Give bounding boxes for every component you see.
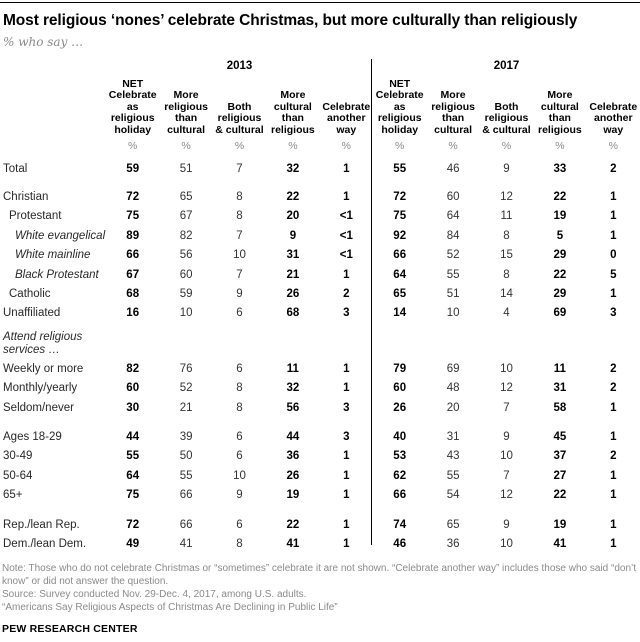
cell-value: 64 (446, 210, 460, 223)
cell-value: 1 (610, 489, 617, 502)
cell-value: 66 (179, 518, 193, 531)
cell-value: 65 (179, 191, 193, 204)
table-row (0, 466, 640, 485)
cell-value: 11 (553, 362, 566, 375)
column-header-line: religious (538, 123, 582, 136)
cell-value: 7 (236, 229, 243, 242)
cell-value: 58 (553, 401, 567, 414)
cell-value: 14 (500, 288, 513, 301)
cell-value: 27 (553, 469, 567, 482)
cell-value: 1 (610, 469, 617, 482)
column-header-line: than (175, 112, 198, 124)
cell-value: 21 (179, 401, 193, 414)
cell-value: 72 (126, 191, 140, 204)
percent-sign: % (555, 140, 565, 152)
cell-value: 5 (556, 229, 564, 242)
cell-value: 52 (446, 249, 460, 262)
section-label-line: services … (3, 344, 60, 357)
cell-value: 26 (393, 401, 407, 414)
unit-row (0, 137, 640, 155)
column-header (587, 102, 640, 138)
table-row (0, 265, 640, 284)
table-row (0, 379, 640, 398)
cell-value: 44 (126, 430, 140, 443)
cell-value: 89 (126, 229, 140, 242)
data-table (0, 57, 640, 554)
row-label: Total (3, 162, 28, 175)
column-header-line: More (173, 89, 199, 101)
percent-sign: % (395, 140, 405, 152)
column-header-line: cultural (167, 123, 206, 136)
cell-value: 54 (446, 489, 460, 502)
table-row (0, 515, 640, 534)
cell-value: 65 (446, 518, 460, 531)
cell-value: 75 (393, 210, 407, 223)
cell-value: 20 (286, 210, 300, 223)
cell-value: 1 (343, 450, 350, 463)
cell-value: 19 (286, 489, 300, 502)
column-header-line: religious (431, 100, 475, 113)
cell-value: 29 (553, 288, 567, 301)
column-header-line: as (393, 100, 406, 113)
cell-value: 84 (446, 229, 460, 242)
cell-value: 41 (553, 537, 567, 550)
row-label: 50-64 (3, 469, 33, 482)
cell-value: 65 (393, 288, 407, 301)
cell-value: 59 (126, 162, 140, 175)
year-label: 2017 (493, 60, 520, 72)
cell-value: 60 (446, 191, 460, 204)
cell-value: 10 (446, 307, 460, 320)
column-header (373, 79, 426, 138)
row-label: Dem./lean Dem. (3, 537, 87, 550)
column-header-line: religious (164, 100, 208, 113)
table-row (0, 246, 640, 265)
cell-value: 72 (393, 191, 407, 204)
column-header-line: More (280, 89, 306, 101)
cell-value: 8 (236, 191, 243, 204)
row-label: Black Protestant (15, 268, 99, 281)
cell-value: 64 (393, 268, 407, 281)
cell-value: 1 (343, 362, 350, 375)
cell-value: 9 (236, 288, 243, 301)
cell-value: 9 (503, 518, 510, 531)
cell-value: 2 (343, 288, 350, 301)
cell-value: 32 (286, 382, 300, 395)
cell-value: 3 (343, 430, 350, 443)
row-label: Catholic (9, 288, 51, 301)
cell-value: 6 (236, 518, 243, 531)
cell-value: 56 (286, 401, 300, 414)
cell-value: 22 (553, 191, 567, 204)
cell-value: 22 (553, 489, 567, 502)
cell-value: 9 (289, 229, 297, 242)
cell-value: 41 (286, 537, 300, 550)
cell-value: 7 (236, 162, 243, 175)
pew-research-center-logo: PEW RESEARCH CENTER (2, 622, 138, 635)
percent-sign: % (608, 140, 618, 152)
cell-value: <1 (339, 249, 353, 262)
column-header (213, 102, 266, 138)
cell-value: 8 (503, 229, 510, 242)
column-header (266, 90, 319, 137)
cell-value: 92 (393, 229, 407, 242)
cell-value: 52 (179, 382, 193, 395)
cell-value: 51 (446, 288, 460, 301)
cell-value: 1 (610, 430, 617, 443)
column-header (426, 90, 479, 137)
percent-sign: % (128, 140, 138, 152)
cell-value: 11 (286, 362, 299, 375)
cell-value: 32 (286, 162, 300, 175)
cell-value: 10 (500, 450, 513, 463)
column-header-line: religious (377, 112, 422, 124)
row-label: Christian (3, 191, 49, 204)
column-header (533, 90, 586, 137)
cell-value: 55 (446, 469, 460, 482)
cell-value: 22 (553, 268, 567, 281)
cell-value: 21 (286, 268, 300, 281)
table-row (0, 304, 640, 323)
cell-value: 7 (503, 469, 510, 482)
cell-value: 1 (343, 162, 350, 175)
column-header-line: & cultural (215, 123, 264, 136)
cell-value: 62 (393, 469, 407, 482)
cell-value: 26 (286, 288, 300, 301)
column-header-line: than (548, 112, 571, 124)
footnotes (2, 562, 637, 614)
cell-value: 67 (126, 268, 140, 281)
cell-value: 44 (286, 430, 300, 443)
cell-value: 22 (286, 191, 300, 204)
cell-value: 49 (126, 537, 140, 550)
cell-value: 64 (126, 469, 140, 482)
cell-value: 48 (446, 382, 460, 395)
column-header (320, 102, 373, 138)
table-row (0, 159, 640, 178)
column-header-line: cultural (434, 123, 473, 136)
cell-value: 10 (500, 537, 513, 550)
column-header-line: than (281, 112, 304, 124)
percent-sign: % (288, 140, 298, 152)
row-label: Monthly/yearly (3, 382, 78, 395)
row-label: Protestant (9, 210, 62, 223)
cell-value: 12 (500, 489, 513, 502)
row-label: White mainline (15, 249, 91, 262)
cell-value: 39 (179, 430, 193, 443)
percent-sign: % (234, 140, 245, 152)
cell-value: 82 (179, 229, 193, 242)
section-label-line: Attend religious (3, 331, 83, 344)
cell-value: 1 (610, 191, 617, 204)
cell-value: 20 (446, 401, 460, 414)
cell-value: 76 (179, 362, 193, 375)
cell-value: 8 (236, 210, 243, 223)
cell-value: 1 (343, 518, 350, 531)
cell-value: 3 (343, 307, 350, 320)
column-header-line: Celebrate (322, 100, 371, 113)
cell-value: 6 (236, 362, 243, 375)
source-text: Source: Survey conducted Nov. 29-Dec. 4, 2017, among U.S. adults. (2, 588, 307, 600)
cell-value: 11 (500, 210, 513, 223)
column-header-line: cultural (540, 100, 579, 113)
cell-value: 10 (233, 249, 246, 262)
row-label: 65+ (3, 489, 23, 502)
cell-value: 1 (343, 191, 350, 204)
cell-value: 30 (126, 401, 140, 414)
table-row (0, 534, 640, 553)
cell-value: 68 (286, 307, 300, 320)
cell-value: 6 (236, 430, 243, 443)
cell-value: 55 (446, 268, 460, 281)
cell-value: 2 (610, 162, 617, 175)
cell-value: 66 (126, 249, 140, 262)
cell-value: 1 (610, 401, 617, 414)
year-label: 2013 (226, 60, 253, 72)
column-header-line: as (126, 100, 139, 113)
cell-value: 69 (553, 307, 567, 320)
cell-value: 43 (446, 450, 460, 463)
cell-value: 1 (610, 518, 617, 531)
cell-value: <1 (339, 229, 353, 242)
cell-value: 1 (343, 489, 350, 502)
cell-value: <1 (339, 210, 353, 223)
column-header-line: & cultural (482, 123, 531, 136)
column-header-line: More (547, 89, 573, 101)
column-header-line: way (336, 123, 357, 136)
year-header-row (0, 57, 640, 75)
column-header-line: another (594, 112, 633, 124)
cell-value: 14 (393, 307, 407, 320)
column-header-line: More (440, 89, 466, 101)
column-header-line: Celebrate (108, 89, 157, 101)
column-header-line: Both (227, 100, 252, 113)
percent-sign: % (501, 140, 512, 152)
cell-value: 19 (553, 518, 567, 531)
cell-value: 29 (553, 249, 567, 262)
column-header-line: way (603, 123, 624, 136)
cell-value: 1 (610, 288, 617, 301)
cell-value: 46 (393, 537, 407, 550)
cell-value: 10 (233, 469, 246, 482)
cell-value: 59 (179, 288, 193, 301)
page-subtitle: % who say … (3, 35, 84, 49)
cell-value: 1 (610, 229, 617, 242)
cell-value: 10 (179, 307, 193, 320)
cell-value: 36 (446, 537, 460, 550)
percent-sign: % (341, 140, 351, 152)
row-label: Weekly or more (3, 362, 84, 375)
top-rule (0, 2, 640, 3)
cell-value: 60 (126, 382, 140, 395)
cell-value: 45 (553, 430, 567, 443)
cell-value: 22 (286, 518, 300, 531)
cell-value: 37 (553, 450, 567, 463)
column-header-line: Celebrate (589, 100, 638, 113)
column-header-line: Both (494, 100, 519, 113)
cell-value: 3 (343, 401, 350, 414)
note-text: Note: Those who do not celebrate Christmas or “sometimes” celebrate it are not shown. “Celebrate another way” includes those who said “don’t know” or did not answer the question. (2, 562, 637, 587)
row-label: 30-49 (3, 450, 33, 463)
cell-value: 66 (393, 489, 407, 502)
cell-value: 56 (179, 249, 193, 262)
cell-value: 60 (393, 382, 407, 395)
cell-value: 9 (503, 430, 510, 443)
percent-sign: % (181, 140, 191, 152)
cell-value: 67 (179, 210, 193, 223)
cell-value: 50 (179, 450, 193, 463)
cell-value: 74 (393, 518, 407, 531)
percent-sign: % (448, 140, 458, 152)
cell-value: 8 (503, 268, 510, 281)
cell-value: 31 (553, 382, 567, 395)
report-title-text: “Americans Say Religious Aspects of Christmas Are Declining in Public Life” (2, 601, 338, 613)
cell-value: 33 (553, 162, 567, 175)
cell-value: 8 (236, 537, 243, 550)
cell-value: 8 (236, 401, 243, 414)
table-row (0, 284, 640, 303)
cell-value: 31 (286, 249, 300, 262)
cell-value: 51 (179, 162, 193, 175)
cell-value: 66 (393, 249, 407, 262)
row-label: Ages 18-29 (3, 430, 62, 443)
cell-value: 60 (179, 268, 193, 281)
column-header-line: religious (484, 112, 529, 124)
cell-value: 1 (610, 537, 617, 550)
table-row (0, 485, 640, 504)
cell-value: 55 (126, 450, 140, 463)
cell-value: 7 (236, 268, 243, 281)
column-header-line: another (327, 112, 366, 124)
cell-value: 2 (610, 382, 617, 395)
cell-value: 1 (343, 537, 350, 550)
table-row (0, 187, 640, 206)
page-title: Most religious ‘nones’ celebrate Christmas, but more culturally than religiously (3, 12, 578, 29)
column-header-line: NET (389, 77, 411, 90)
row-label: Seldom/never (3, 401, 74, 414)
cell-value: 15 (500, 249, 513, 262)
cell-value: 9 (236, 489, 243, 502)
cell-value: 5 (610, 268, 617, 281)
cell-value: 12 (500, 191, 513, 204)
cell-value: 69 (446, 362, 460, 375)
column-header (480, 102, 533, 138)
cell-value: 31 (446, 430, 460, 443)
column-header (159, 90, 212, 137)
column-header-line: holiday (114, 123, 152, 136)
cell-value: 55 (179, 469, 193, 482)
cell-value: 46 (446, 162, 460, 175)
table-row (0, 447, 640, 466)
column-header-line: religious (110, 112, 155, 124)
cell-value: 72 (126, 518, 140, 531)
row-label: White evangelical (15, 229, 106, 242)
table-row (0, 427, 640, 446)
cell-value: 6 (236, 307, 243, 320)
cell-value: 41 (179, 537, 193, 550)
cell-value: 26 (286, 469, 300, 482)
cell-value: 79 (393, 362, 407, 375)
cell-value: 53 (393, 450, 407, 463)
section-label (0, 331, 640, 359)
table-row (0, 207, 640, 226)
cell-value: 8 (236, 382, 243, 395)
cell-value: 1 (343, 469, 350, 482)
cell-value: 2 (610, 362, 617, 375)
column-header (106, 79, 159, 138)
cell-value: 9 (503, 162, 510, 175)
column-header-line: religious (271, 123, 315, 136)
column-header-line: than (442, 112, 465, 124)
cell-value: 4 (503, 307, 510, 320)
year-group-divider (371, 59, 372, 545)
cell-value: 75 (126, 210, 140, 223)
cell-value: 1 (343, 382, 350, 395)
cell-value: 68 (126, 288, 140, 301)
cell-value: 0 (610, 249, 617, 262)
cell-value: 3 (610, 307, 617, 320)
cell-value: 6 (236, 450, 243, 463)
cell-value: 1 (610, 210, 617, 223)
cell-value: 82 (126, 362, 140, 375)
row-label: Rep./lean Rep. (3, 518, 80, 531)
cell-value: 40 (393, 430, 407, 443)
column-header-line: religious (217, 112, 262, 124)
column-header-row (0, 75, 640, 137)
cell-value: 66 (179, 489, 193, 502)
cell-value: 36 (286, 450, 300, 463)
column-header-line: Celebrate (375, 89, 424, 101)
cell-value: 55 (393, 162, 407, 175)
cell-value: 2 (610, 450, 617, 463)
cell-value: 1 (343, 268, 350, 281)
cell-value: 75 (126, 489, 140, 502)
cell-value: 16 (126, 307, 140, 320)
table-row (0, 226, 640, 245)
row-label: Unaffiliated (3, 307, 61, 320)
column-header-line: NET (122, 77, 144, 90)
column-header-line: holiday (381, 123, 419, 136)
table-row (0, 359, 640, 378)
cell-value: 19 (553, 210, 567, 223)
cell-value: 12 (500, 382, 513, 395)
cell-value: 10 (500, 362, 513, 375)
column-header-line: cultural (273, 100, 312, 113)
cell-value: 7 (503, 401, 510, 414)
table-row (0, 398, 640, 417)
